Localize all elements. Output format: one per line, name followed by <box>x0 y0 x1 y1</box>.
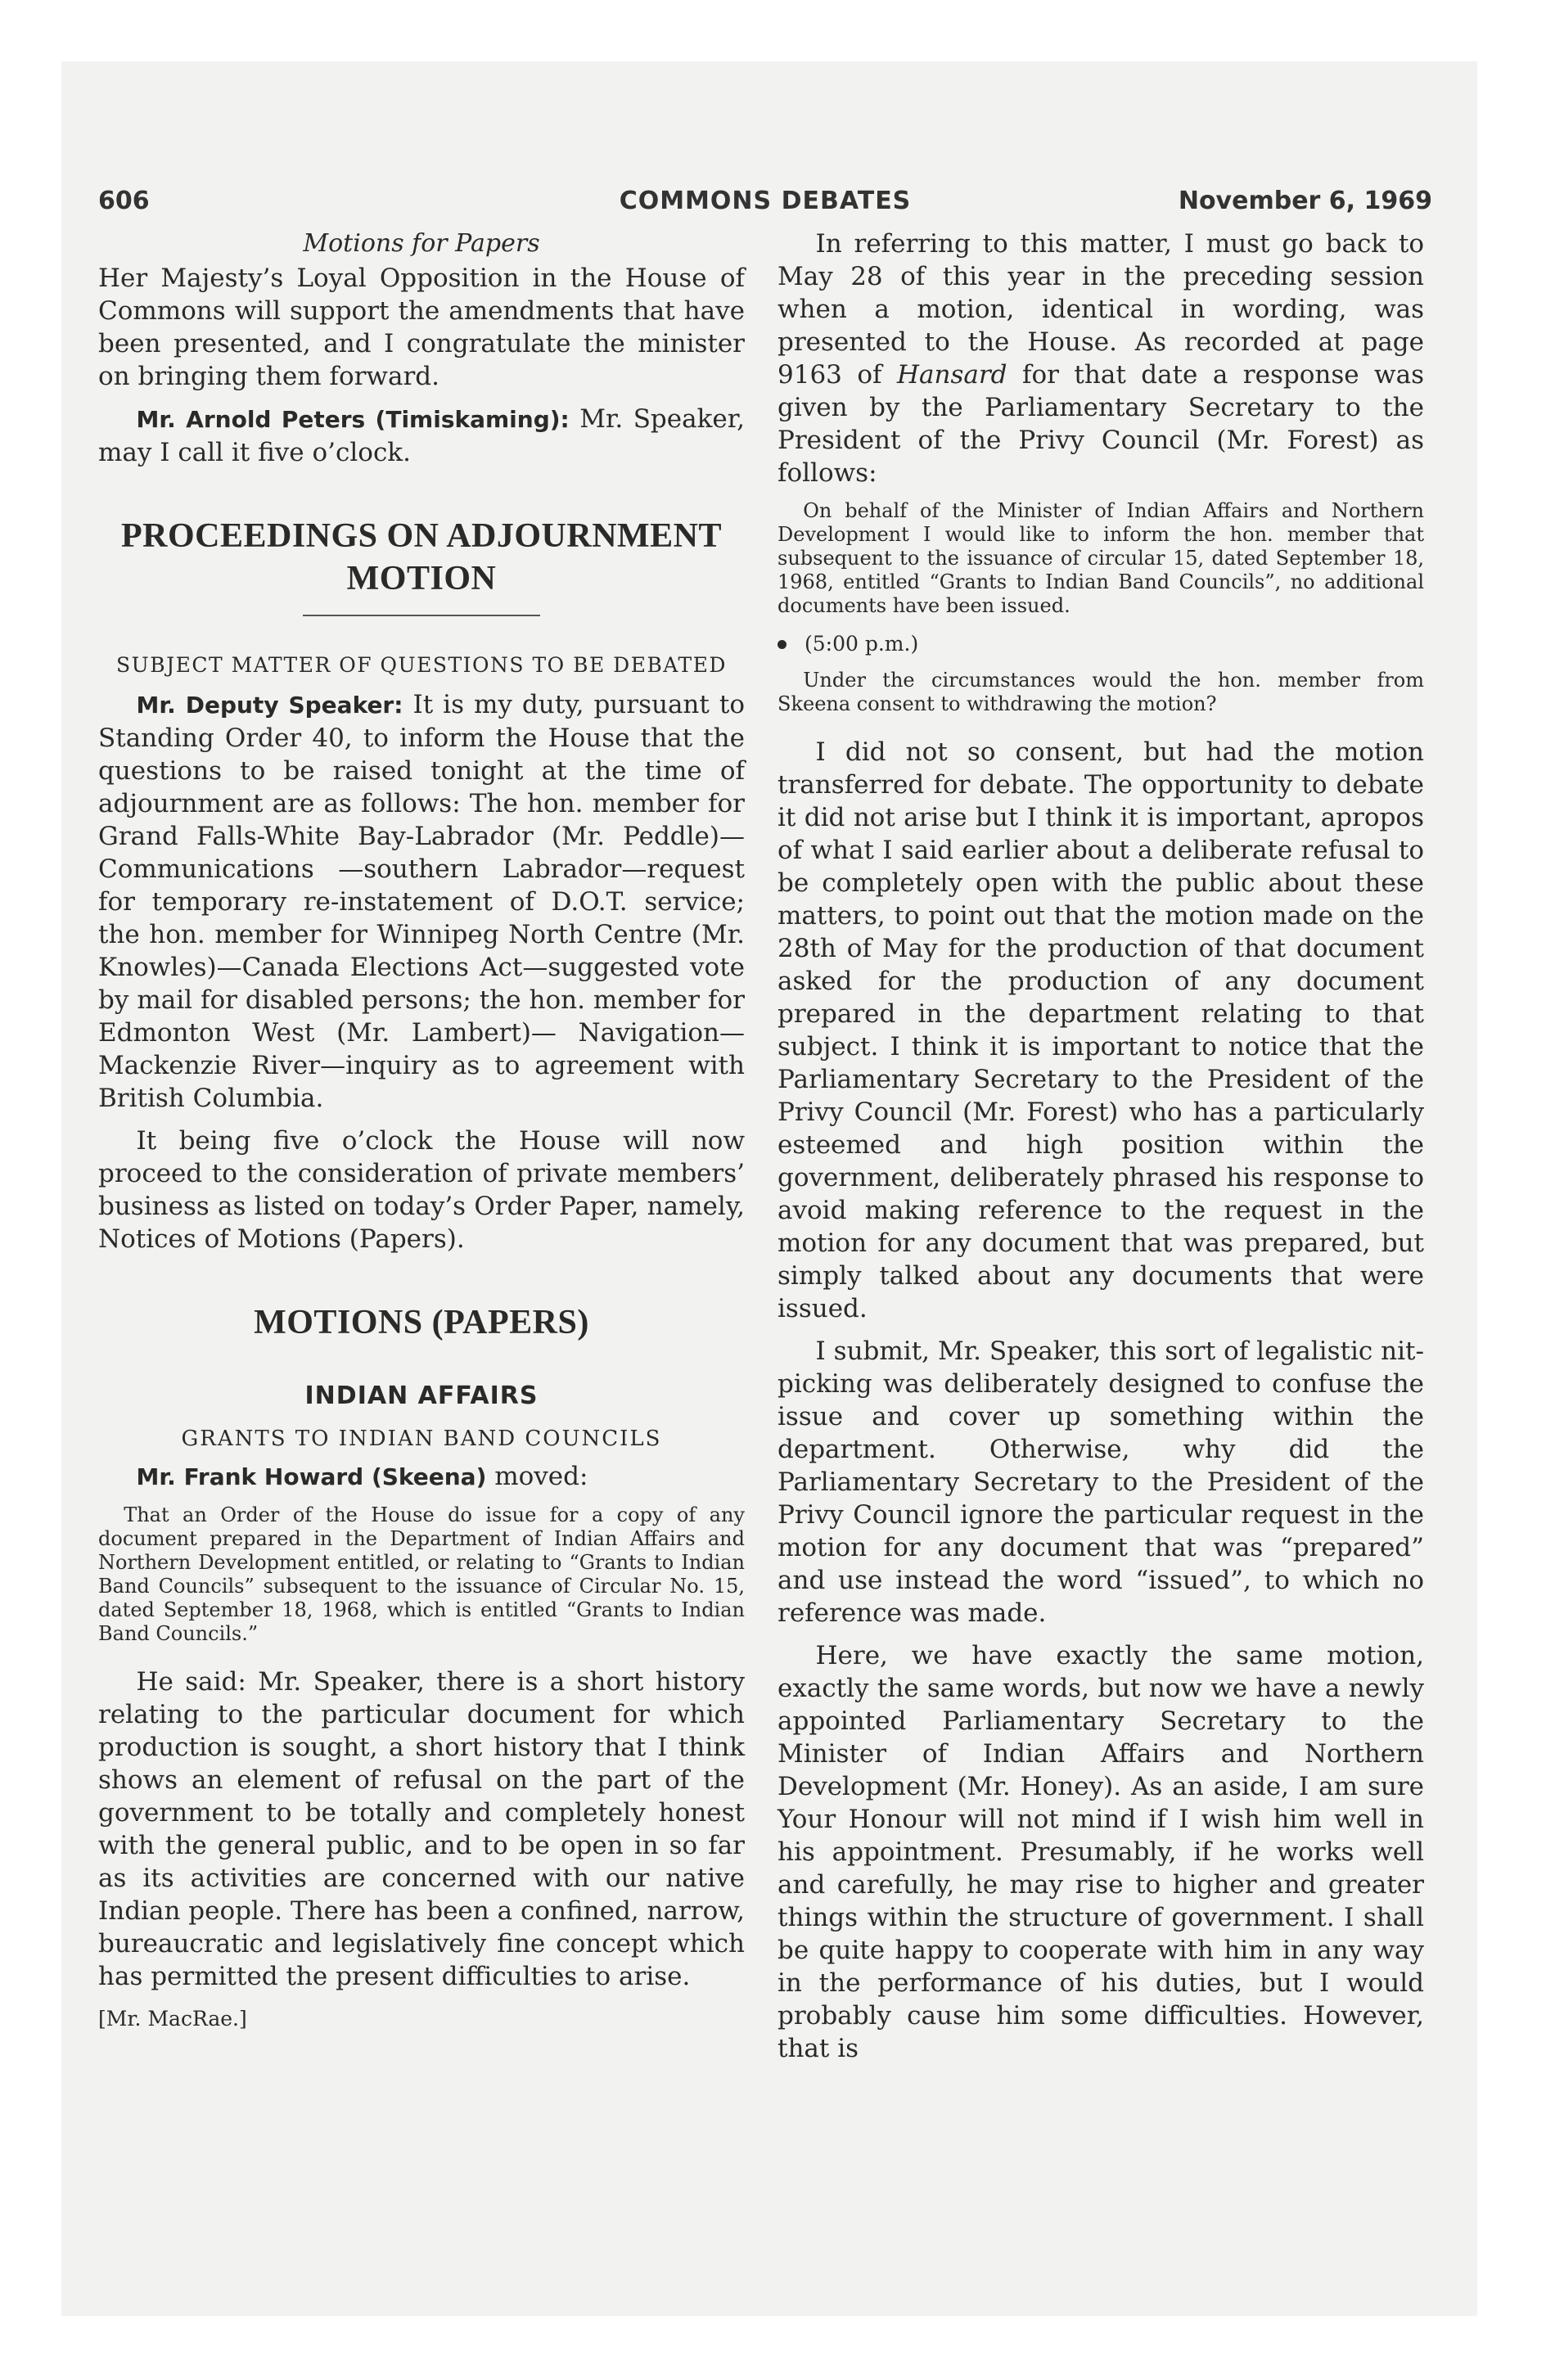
paragraph-text: moved: <box>486 1462 588 1491</box>
speaker-name: Mr. Arnold Peters (Timiskaming): <box>136 406 570 433</box>
subheading: GRANTS TO INDIAN BAND COUNCILS <box>181 1427 662 1451</box>
paragraph-text: for that date a response was given by the Parliamentary Secretary to the President of the Privy Council (Mr. Forest) as follows: <box>778 360 1424 488</box>
publication-title: COMMONS DEBATES <box>619 187 912 215</box>
time-marker <box>778 629 1424 659</box>
section-heading: MOTIONS (PAPERS) <box>254 1304 589 1341</box>
hansard-italic: Hansard <box>896 360 1007 390</box>
paragraph: He said: Mr. Speaker, there is a short history relating to the particular document for which production is sought, a short history that I think shows an element of refusal on the part of the government to be totally and completely honest with the general public, and to be open in so far as its activities are concerned with our native Indian people. There has been a confined, narrow, bureaucratic and legislatively fine concept which has permitted the present difficulties to arise. <box>98 1667 745 1991</box>
motion-quote: That an Order of the House do issue for a copy of any document prepared in the Department of Indian Affairs and Northern Development entitled, or relating to “Grants to Indian Band Councils” subsequent to the issuance of Circular No. 15, dated September 18, 1968, which is entitled “Grants to Indian Band Councils.” <box>98 1503 745 1645</box>
paragraph: Her Majesty’s Loyal Opposition in the House of Commons will support the amendments that have been presented, and I congratulate the minister on bringing them forward. <box>98 264 745 391</box>
page-date: November 6, 1969 <box>1178 187 1432 215</box>
paragraph <box>778 228 1424 489</box>
paragraph: It being five o’clock the House will now proceed to the consideration of private members’ business as listed on today’s Order Paper, namely, Notices of Motions (Papers). <box>98 1126 745 1254</box>
paragraph-text: It is my duty, pursuant to Standing Order 40, to inform the House that the questions to be raised tonight at the time of adjournment are as follows: The hon. member for Grand Falls-White Bay-Labrador (Mr. Peddle)—Communications —southern Labrador—request for temporary re-instatement of D.O.T. service; the hon. member for Winnipeg North Centre (Mr. Knowles)—Canada Elections Act—suggested vote by mail for disabled persons; the hon. member for Edmonton West (Mr. Lambert)— Navigation—Mackenzie River—inquiry as to agreement with British Columbia. <box>98 690 745 1113</box>
paragraph: I did not so consent, but had the motion transferred for debate. The opportunity to debate it did not arise but I think it is important, apropos of what I said earlier about a deliberate refusal to be completely open with the public about these matters, to point out that the motion made on the 28th of May for the production of that document asked for the production of any document prepared in the department relating to that subject. I think it is important to notice that the Parliamentary Secretary to the President of the Privy Council (Mr. Forest) who has a particularly esteemed and high position within the government, deliberately phrased his response to avoid making reference to the request in the motion for any document that was prepared, but simply talked about any documents that were issued. <box>778 737 1424 1323</box>
page-header <box>98 187 1432 228</box>
paragraph <box>98 403 745 469</box>
time-text: (5:00 p.m.) <box>805 632 919 656</box>
section-runner: Motions for Papers <box>303 229 540 258</box>
response-quote: On behalf of the Minister of Indian Affairs and Northern Development I would like to inform the hon. member that subsequent to the issuance of circular 15, dated September 18, 1968, entitled “Grants to Indian Band Councils”, no additional documents have been issued. <box>778 499 1424 617</box>
speaker-footer: [Mr. MacRae.] <box>98 2007 247 2031</box>
heading-rule <box>303 615 540 616</box>
paragraph <box>98 688 745 1115</box>
bullet-icon <box>778 640 787 649</box>
page-number: 606 <box>98 187 150 215</box>
paragraph-text: Mr. Speaker, may I call it five o’clock. <box>98 404 745 467</box>
paragraph: Here, we have exactly the same motion, exactly the same words, but now we have a newly appointed Parliamentary Secretary to the Minister of Indian Affairs and Northern Development (Mr. Honey). As an aside, I am sure Your Honour will not mind if I wish him well in his appointment. Presumably, if he works well and carefully, he may rise to higher and greater things within the structure of government. I shall be quite happy to cooperate with him in any way in the performance of his duties, but I would probably cause him some difficulties. However, that is <box>778 1641 1424 2063</box>
subheading: SUBJECT MATTER OF QUESTIONS TO BE DEBATED <box>116 653 727 677</box>
paragraph <box>98 1460 745 1494</box>
right-column <box>778 228 1424 2075</box>
left-column <box>98 228 745 2035</box>
topic-heading: INDIAN AFFAIRS <box>304 1382 539 1410</box>
section-heading: PROCEEDINGS ON ADJOURNMENT MOTION <box>120 517 723 597</box>
paragraph: I submit, Mr. Speaker, this sort of legalistic nit-picking was deliberately designed to confuse the issue and cover up something within the department. Otherwise, why did the Parliamentary Secretary to the President of the Privy Council ignore the particular request in the motion for any document that was “prepared” and use instead the word “issued”, to which no reference was made. <box>778 1336 1424 1628</box>
speaker-name: Mr. Frank Howard (Skeena) <box>136 1463 487 1490</box>
speaker-name: Mr. Deputy Speaker: <box>136 692 403 719</box>
paragraph-text: In referring to this matter, I must go back to May 28 of this year in the preceding session when a motion, identical in wording, was presented to the House. As recorded at page 9163 of <box>778 229 1424 390</box>
response-quote: Under the circumstances would the hon. member from Skeena consent to withdrawing the motion? <box>778 669 1424 715</box>
